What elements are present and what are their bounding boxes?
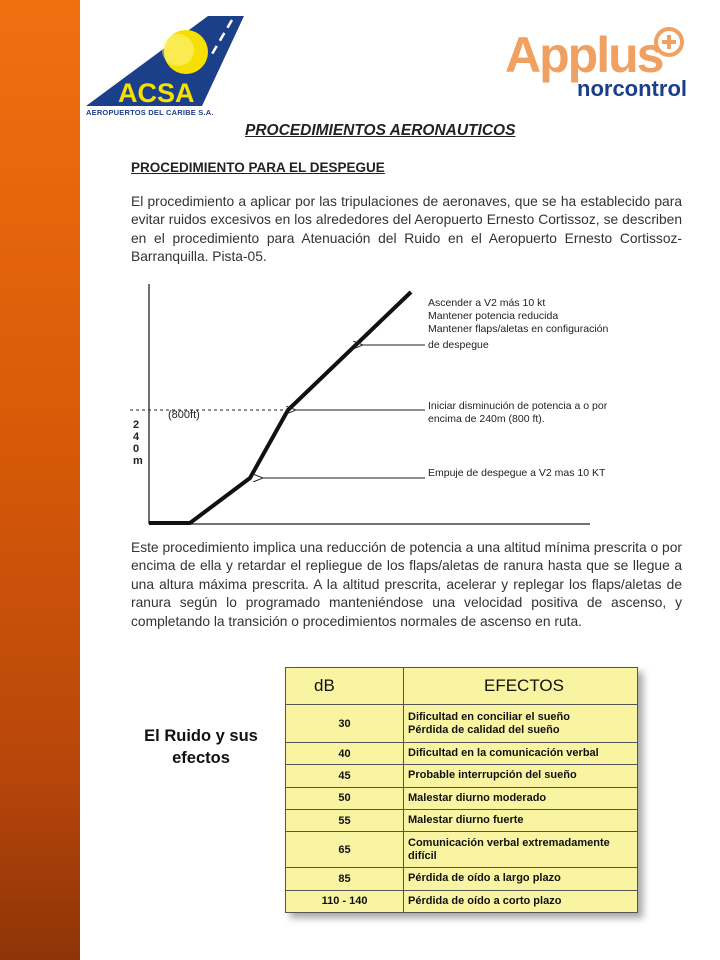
intro-paragraph: El procedimiento a aplicar por las tripulaciones de aeronaves, que se ha establecido para evitar ruidos excesivos en los alrededores del Aeropuerto Ernesto Cortissoz, se describen en el procedimiento para Atenuación del Ruido en el Aeropuerto Ernesto Cortissoz- Barranquilla. Pista-05. xyxy=(131,194,682,265)
table-row xyxy=(286,705,638,743)
annotation-takeoff-thrust: Empuje de despegue a V2 mas 10 KT xyxy=(428,467,606,479)
db-value: 50 xyxy=(286,787,404,809)
header-effects: EFECTOS xyxy=(404,668,638,705)
db-value: 110 - 140 xyxy=(286,890,404,912)
takeoff-procedure-diagram xyxy=(120,276,640,532)
axis-label-char: 0 xyxy=(133,443,140,455)
db-value: 30 xyxy=(286,705,404,743)
procedure-paragraph: Este procedimiento implica una reducción de potencia a una altitud mínima prescrita o por encima de ella y retardar el repliegue de los flaps/aletas de ranura hasta que se llegue a una altura máxima prescrita. A la altitud prescrita, acelerar y replegar los flaps/aletas de ranura según lo programado manteniéndose una velocidad positiva de ascenso, y completando la transición o procedimientos normales de ascenso en ruta. xyxy=(131,540,682,629)
db-value: 85 xyxy=(286,868,404,890)
table-row xyxy=(286,787,638,809)
annotation-climb: Ascender a V2 más 10 kt Mantener potencia reducida Mantener flaps/aletas en configuración de despegue xyxy=(428,297,609,351)
threshold-label: (800ft) xyxy=(168,409,200,421)
acsa-logo xyxy=(82,14,247,120)
table-row xyxy=(286,832,638,868)
applus-logo xyxy=(505,26,690,104)
db-value: 55 xyxy=(286,809,404,831)
table-header-row xyxy=(286,668,638,705)
axis-label-char: m xyxy=(133,455,143,467)
effect-text: Dificultad en la comunicación verbal xyxy=(404,743,638,765)
acsa-subtitle: AEROPUERTOS DEL CARIBE S.A. xyxy=(86,108,214,117)
effect-text: Pérdida de oído a corto plazo xyxy=(404,890,638,912)
applus-logo-text: Applus xyxy=(505,27,663,83)
climb-profile-line xyxy=(149,292,411,523)
axis-label-char: 4 xyxy=(133,431,140,443)
effect-text: Pérdida de oído a largo plazo xyxy=(404,868,638,890)
effect-text: Malestar diurno fuerte xyxy=(404,809,638,831)
noise-effects-table xyxy=(285,667,638,913)
page-title: PROCEDIMIENTOS AERONAUTICOS xyxy=(245,122,516,139)
axis-label-char: 2 xyxy=(133,419,140,431)
effect-text: Malestar diurno moderado xyxy=(404,787,638,809)
section-title: PROCEDIMIENTO PARA EL DESPEGUE xyxy=(131,160,385,175)
db-value: 40 xyxy=(286,743,404,765)
effect-text: Dificultad en conciliar el sueño Pérdida de calidad del sueño xyxy=(404,705,638,743)
table-row xyxy=(286,868,638,890)
annotation-power-reduction: Iniciar disminución de potencia a o por encima de 240m (800 ft). xyxy=(428,400,608,425)
db-value: 45 xyxy=(286,765,404,787)
side-bar xyxy=(0,0,80,960)
effect-text: Probable interrupción del sueño xyxy=(404,765,638,787)
db-value: 65 xyxy=(286,832,404,868)
table-row xyxy=(286,809,638,831)
acsa-logo-text: ACSA xyxy=(118,78,195,108)
table-row xyxy=(286,765,638,787)
noise-effects-label: El Ruido y sus efectos xyxy=(144,727,258,767)
header-db: dB xyxy=(286,668,404,705)
applus-norcontrol-text: norcontrol xyxy=(577,76,687,101)
table-row xyxy=(286,890,638,912)
table-row xyxy=(286,743,638,765)
effect-text: Comunicación verbal extremadamente difícil xyxy=(404,832,638,868)
